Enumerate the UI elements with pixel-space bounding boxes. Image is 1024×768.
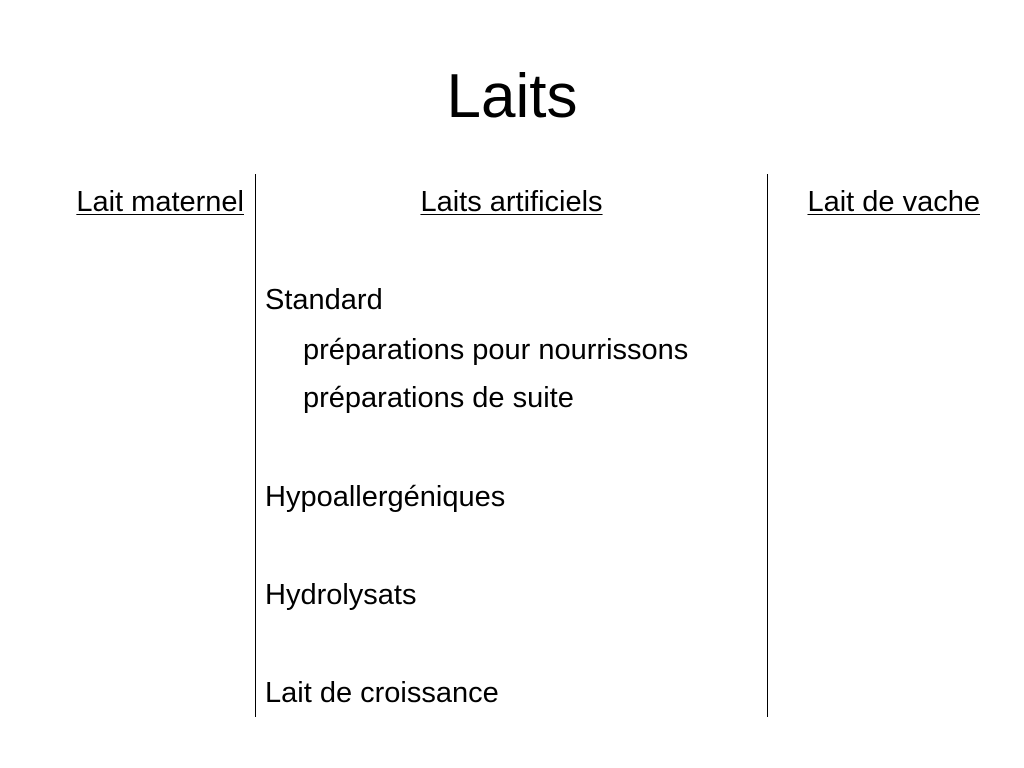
list-item-hypoallergeniques: Hypoallergéniques: [265, 481, 506, 513]
column-heading-lait-de-vache: Lait de vache: [807, 186, 980, 218]
list-item-lait-de-croissance: Lait de croissance: [265, 677, 499, 709]
column-heading-laits-artificiels: Laits artificiels: [420, 186, 603, 218]
list-item-hydrolysats: Hydrolysats: [265, 579, 417, 611]
column-divider-left: [255, 174, 256, 717]
list-subitem-preparations-nourrissons: préparations pour nourrissons: [303, 334, 689, 366]
column-heading-lait-maternel: Lait maternel: [76, 186, 244, 218]
list-subitem-preparations-suite: préparations de suite: [303, 382, 574, 414]
slide-title: Laits: [446, 62, 578, 131]
column-divider-right: [767, 174, 768, 717]
list-item-standard: Standard: [265, 284, 383, 316]
